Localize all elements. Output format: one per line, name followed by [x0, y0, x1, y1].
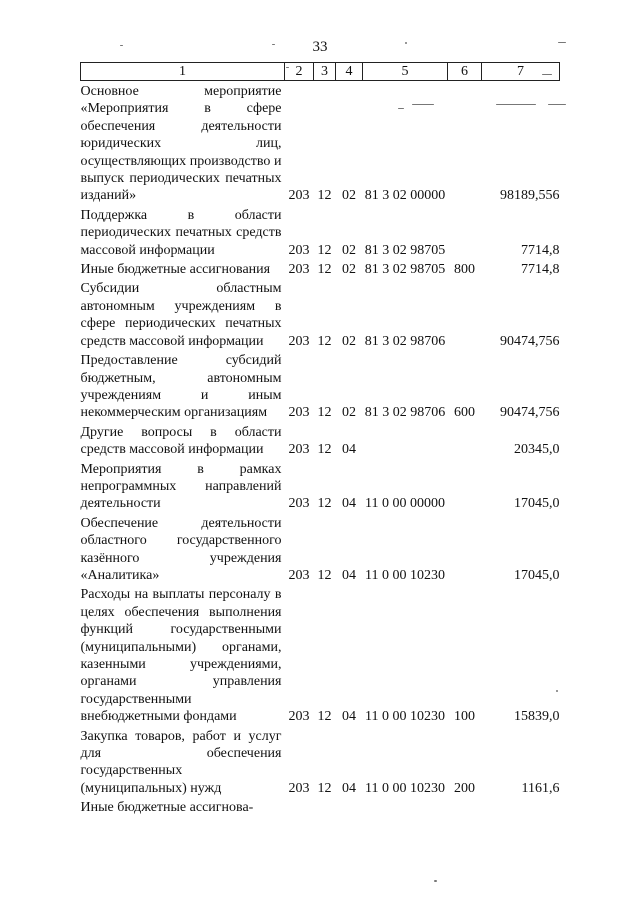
row-target-item: [363, 797, 448, 816]
row-name: Основное мероприятие «Мероприятия в сфере обеспечения деятельности юридических лиц, осуществляющих производство и выпуск периодических печатных изданий»: [80, 84, 282, 204]
row-section-code: 12: [317, 262, 332, 278]
row-target-item: 11 0 00 10230: [365, 780, 445, 796]
row-name: Обеспечение деятельности областного государственного казённого учреждения «Аналитика»: [80, 515, 282, 583]
row-subsection-code: 02: [342, 242, 356, 258]
row-ministry-code: 203: [288, 188, 310, 204]
row-name: Другие вопросы в области средств массовой информации: [80, 424, 282, 458]
table-row: [81, 422, 560, 459]
row-subsection-code: 04: [342, 780, 356, 796]
row-expense-type: [448, 797, 482, 816]
table-row: [81, 459, 560, 513]
row-expense-type: 200: [454, 780, 475, 796]
row-ministry-code: 203: [288, 242, 310, 258]
table-row: [81, 513, 560, 585]
row-amount: 7714,8: [521, 262, 560, 278]
row-expense-type: [448, 278, 482, 350]
row-amount: [482, 797, 560, 816]
row-amount: 17045,0: [514, 496, 560, 512]
row-ministry-code: 203: [288, 780, 310, 796]
row-expense-type: [448, 459, 482, 513]
column-header-1: 1: [81, 63, 285, 81]
row-ministry-code: 203: [288, 567, 310, 583]
row-subsection-code: 02: [342, 333, 356, 349]
row-amount: 90474,756: [500, 405, 560, 421]
column-header-7: 7: [482, 63, 560, 81]
column-header-3: 3: [314, 63, 336, 81]
table-row: [81, 726, 560, 798]
row-target-item: 81 3 02 00000: [364, 188, 446, 204]
scan-speck: [434, 880, 437, 882]
row-section-code: 12: [317, 567, 332, 583]
row-name: Расходы на выплаты персоналу в целях обеспечения выполнения функций государственными (муниципальными) органами, казенными учреждениями, органами управления государственными внебюджетными фондами: [80, 587, 282, 725]
row-expense-type: 800: [454, 262, 475, 278]
row-expense-type: [448, 422, 482, 459]
row-amount: 15839,0: [514, 709, 560, 725]
row-ministry-code: 203: [288, 709, 310, 725]
row-name: Субсидии областным автономным учреждениям в сфере периодических печатных средств массовой информации: [80, 281, 282, 349]
row-subsection-code: 04: [342, 709, 356, 725]
row-subsection-code: 02: [342, 262, 356, 278]
row-ministry-code: [285, 797, 314, 816]
row-name: Закупка товаров, работ и услуг для обеспечения государственных (муниципальных) нужд: [80, 728, 282, 796]
row-section-code: 12: [317, 405, 332, 421]
scan-speck: [548, 104, 566, 105]
scan-speck: [405, 42, 407, 44]
table-row: [81, 81, 560, 205]
row-ministry-code: 203: [288, 405, 310, 421]
row-target-item: 11 0 00 10230: [365, 567, 445, 583]
row-section-code: 12: [317, 496, 332, 512]
row-amount: 7714,8: [521, 242, 560, 258]
scan-speck: [558, 42, 566, 43]
scan-speck: [120, 45, 123, 46]
row-section-code: 12: [317, 242, 332, 258]
row-amount: 90474,756: [500, 333, 560, 349]
row-section-code: 12: [317, 709, 332, 725]
row-amount: 1161,6: [521, 780, 560, 796]
column-header-5: 5: [363, 63, 448, 81]
row-expense-type: 600: [454, 405, 475, 421]
row-amount: 20345,0: [514, 442, 560, 458]
row-target-item: 81 3 02 98706: [364, 405, 446, 421]
column-header-6: 6: [448, 63, 482, 81]
table-row: [81, 278, 560, 350]
row-name: Поддержка в области периодических печатных средств массовой информации: [80, 207, 282, 258]
table-row: [81, 205, 560, 259]
row-section-code: 12: [317, 333, 332, 349]
row-expense-type: [448, 205, 482, 259]
row-ministry-code: 203: [288, 333, 310, 349]
scan-speck: [272, 44, 275, 45]
scan-speck: [286, 67, 289, 68]
scan-speck: [542, 74, 552, 75]
row-target-item: 11 0 00 00000: [365, 496, 445, 512]
scan-speck: [496, 104, 536, 105]
scan-speck: [398, 108, 404, 109]
row-ministry-code: 203: [288, 496, 310, 512]
table-row: [81, 584, 560, 725]
scan-speck: [412, 104, 434, 105]
row-subsection-code: 04: [342, 567, 356, 583]
table-row: [81, 259, 560, 278]
row-name: Иные бюджетные ассигнова-: [80, 800, 254, 816]
table-header-row: [81, 63, 560, 81]
row-section-code: 12: [317, 780, 332, 796]
page-number: 33: [312, 39, 328, 55]
row-ministry-code: 203: [288, 262, 310, 278]
row-target-item: 81 3 02 98705: [364, 242, 446, 258]
column-header-4: 4: [336, 63, 363, 81]
row-section-code: [314, 797, 336, 816]
row-expense-type: [448, 513, 482, 585]
scan-speck: [556, 690, 558, 692]
table-row: [81, 797, 560, 816]
row-target-item: [363, 422, 448, 459]
budget-table: [80, 62, 560, 817]
row-amount: 98189,556: [500, 188, 560, 204]
column-header-2: 2: [285, 63, 314, 81]
row-target-item: 81 3 02 98705: [364, 262, 446, 278]
row-subsection-code: 02: [342, 405, 356, 421]
row-subsection-code: [336, 797, 363, 816]
row-expense-type: 100: [454, 709, 475, 725]
row-ministry-code: 203: [288, 442, 310, 458]
row-name: Мероприятия в рамках непрограммных направлений деятельности: [80, 461, 282, 512]
row-name: Иные бюджетные ассигнования: [80, 262, 271, 278]
row-target-item: 81 3 02 98706: [364, 333, 446, 349]
row-section-code: 12: [317, 188, 332, 204]
row-subsection-code: 04: [342, 442, 356, 458]
row-name: Предоставление субсидий бюджетным, автономным учреждениям и иным некоммерческим организациям: [80, 353, 282, 421]
row-subsection-code: 02: [342, 188, 356, 204]
row-subsection-code: 04: [342, 496, 356, 512]
row-expense-type: [448, 81, 482, 205]
row-section-code: 12: [317, 442, 332, 458]
table-row: [81, 350, 560, 422]
row-target-item: 11 0 00 10230: [365, 709, 445, 725]
row-amount: 17045,0: [514, 567, 560, 583]
